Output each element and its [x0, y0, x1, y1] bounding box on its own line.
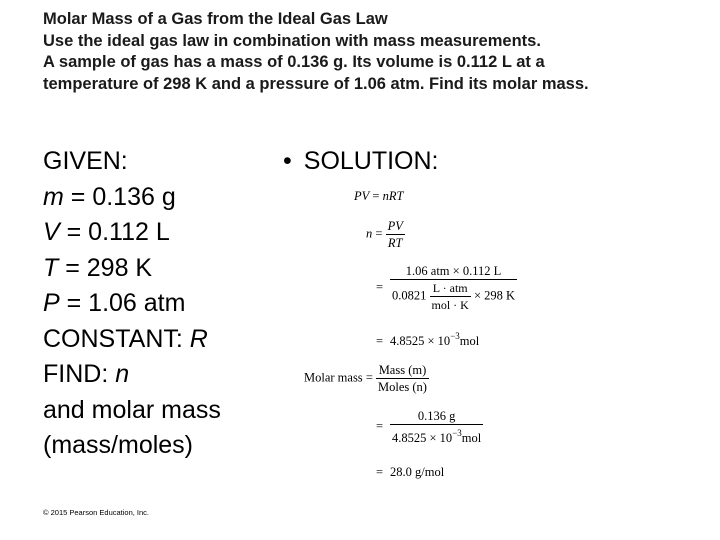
problem-line-4: temperature of 298 K and a pressure of 1.06 atm. Find its molar mass.: [43, 74, 589, 93]
eq6-den-unit: mol: [461, 431, 482, 445]
volume-variable: V: [43, 218, 60, 246]
eq4-value: 4.8525 × 10: [390, 334, 451, 348]
constant-label: CONSTANT:: [43, 324, 190, 353]
eq3-numerator: 1.06 atm × 0.112 L: [390, 264, 517, 280]
eq1-left: PV: [354, 189, 370, 203]
constant-line: [43, 322, 221, 358]
eq2-left: n: [366, 226, 373, 241]
eq4-exponent: −3: [450, 331, 460, 341]
eq2-equals: =: [372, 226, 386, 241]
eq5-equals: =: [362, 370, 376, 385]
equation-solve-n: [366, 219, 405, 250]
find-line: [43, 357, 221, 393]
eq3-denominator: [390, 280, 517, 312]
eq4-equals: =: [376, 334, 384, 348]
pressure-value: = 1.06 atm: [59, 289, 186, 317]
copyright-footer: © 2015 Pearson Education, Inc.: [43, 508, 150, 517]
mass-value: = 0.136 g: [63, 182, 176, 211]
eq7-value: 28.0 g/mol: [390, 465, 445, 479]
solution-heading: [283, 144, 439, 179]
volume-value: = 0.112 L: [59, 218, 170, 246]
eq3-r-units-den: mol · K: [431, 298, 469, 312]
and-molar-mass-line: and molar mass: [43, 395, 221, 424]
eq2-numerator: PV: [387, 219, 403, 233]
eq5-numerator: Mass (m): [376, 363, 429, 379]
eq6-equals: =: [376, 418, 384, 433]
find-label: FIND:: [43, 360, 116, 388]
eq2-fraction: [386, 219, 405, 250]
equation-ideal-gas-law: [354, 189, 403, 204]
given-pressure: [43, 286, 221, 322]
given-heading: GIVEN:: [43, 147, 128, 175]
temperature-variable: T: [43, 253, 59, 282]
problem-line-2: Use the ideal gas law in combination with mass measurements.: [43, 31, 541, 50]
equation-final-answer: [376, 465, 444, 480]
eq6-den-value: 4.8525 × 10: [392, 431, 453, 445]
eq3-r-units: [430, 281, 471, 312]
slide-title: Molar Mass of a Gas from the Ideal Gas Law: [43, 10, 388, 28]
eq1-equals: =: [369, 189, 383, 203]
eq6-den-exponent: −3: [452, 428, 462, 438]
find-variable: n: [115, 360, 130, 388]
eq3-fraction: [390, 264, 517, 312]
eq7-equals: =: [376, 465, 384, 479]
eq3-r-units-num: L · atm: [430, 281, 471, 297]
problem-line-3: A sample of gas has a mass of 0.136 g. Its volume is 0.112 L at a: [43, 53, 545, 71]
given-mass: [43, 180, 221, 216]
eq5-left: Molar mass: [304, 370, 363, 385]
eq3-temperature: × 298 K: [473, 288, 516, 303]
mass-variable: m: [43, 182, 64, 211]
given-temperature: [43, 251, 221, 287]
eq4-unit: mol: [459, 334, 480, 348]
eq2-denominator: RT: [387, 236, 403, 250]
solution-heading-text: SOLUTION:: [303, 147, 439, 175]
slide-header: [43, 9, 713, 95]
given-section: [43, 144, 221, 464]
given-volume: [43, 215, 221, 251]
eq6-fraction: [390, 409, 483, 445]
equation-molar-mass-definition: [304, 363, 429, 394]
eq5-denominator: Moles (n): [378, 380, 427, 394]
bullet-icon: •: [283, 147, 292, 175]
mass-moles-line: (mass/moles): [43, 431, 194, 459]
pressure-variable: P: [43, 289, 60, 317]
equation-molar-mass-substitution: [376, 409, 483, 445]
solution-math: [300, 185, 560, 485]
equation-substitution: [376, 264, 517, 312]
temperature-value: = 298 K: [58, 253, 153, 282]
eq1-right: nRT: [382, 189, 404, 203]
equation-moles-result: [376, 331, 479, 349]
eq3-r-value: 0.0821: [392, 288, 427, 303]
constant-variable: R: [189, 324, 208, 353]
eq6-denominator: [390, 425, 483, 445]
eq3-equals: =: [376, 279, 384, 294]
eq5-fraction: [376, 363, 429, 394]
eq6-numerator: 0.136 g: [390, 409, 483, 425]
